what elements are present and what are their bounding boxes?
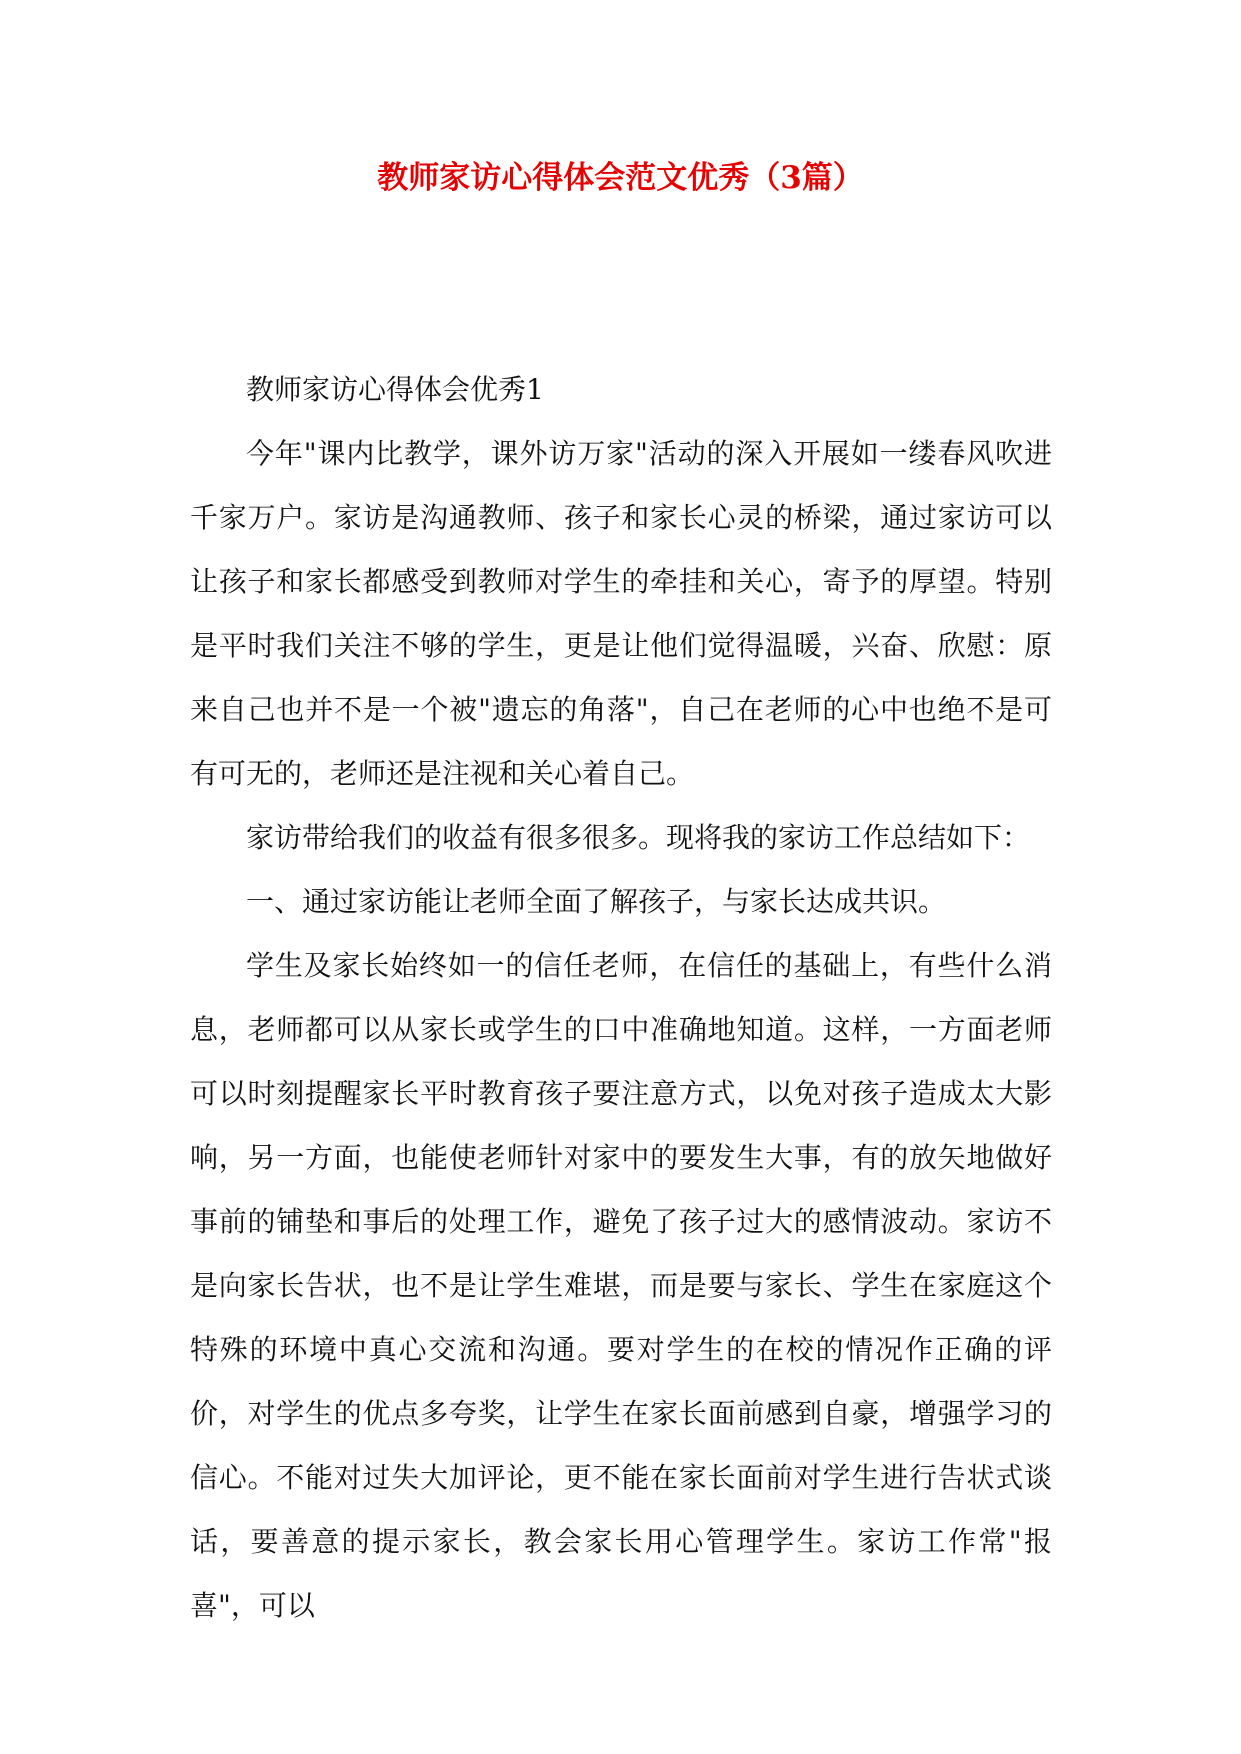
document-title: 教师家访心得体会范文优秀（3篇） xyxy=(377,160,864,196)
section-heading: 教师家访心得体会优秀1 xyxy=(246,373,544,406)
paragraph: 学生及家长始终如一的信任老师，在信任的基础上，有些什么消息，老师都可以从家长或学生的口中准确地知道。这样，一方面老师可以时刻提醒家长平时教育孩子要注意方式，以免对孩子造成太大影响，另一方面，也能使老师针对家中的要发生大事，有的放矢地做好事前的铺垫和事后的处理工作，避免了孩子过大的感情波动。家访不是向家长告状，也不是让学生难堪，而是要与家长、学生在家庭这个特殊的环境中真心交流和沟通。要对学生的在校的情况作正确的评价，对学生的优点多夸奖，让学生在家长面前感到自豪，增强学习的信心。不能对过失大加评论，更不能在家长面前对学生进行告状式谈话，要善意的提示家长，教会家长用心管理学生。家访工作常"报喜"，可以 xyxy=(190,949,1052,1622)
document-body xyxy=(190,358,1052,1638)
paragraph: 一、通过家访能让老师全面了解孩子，与家长达成共识。 xyxy=(246,885,947,918)
paragraph: 家访带给我们的收益有很多很多。现将我的家访工作总结如下： xyxy=(246,821,1031,854)
paragraph: 今年"课内比教学，课外访万家"活动的深入开展如一缕春风吹进千家万户。家访是沟通教师、孩子和家长心灵的桥梁，通过家访可以让孩子和家长都感受到教师对学生的牵挂和关心，寄予的厚望。特别是平时我们关注不够的学生，更是让他们觉得温暖，兴奋、欣慰：原来自己也并不是一个被"遗忘的角落"，自己在老师的心中也绝不是可有可无的，老师还是注视和关心着自己。 xyxy=(190,437,1052,790)
